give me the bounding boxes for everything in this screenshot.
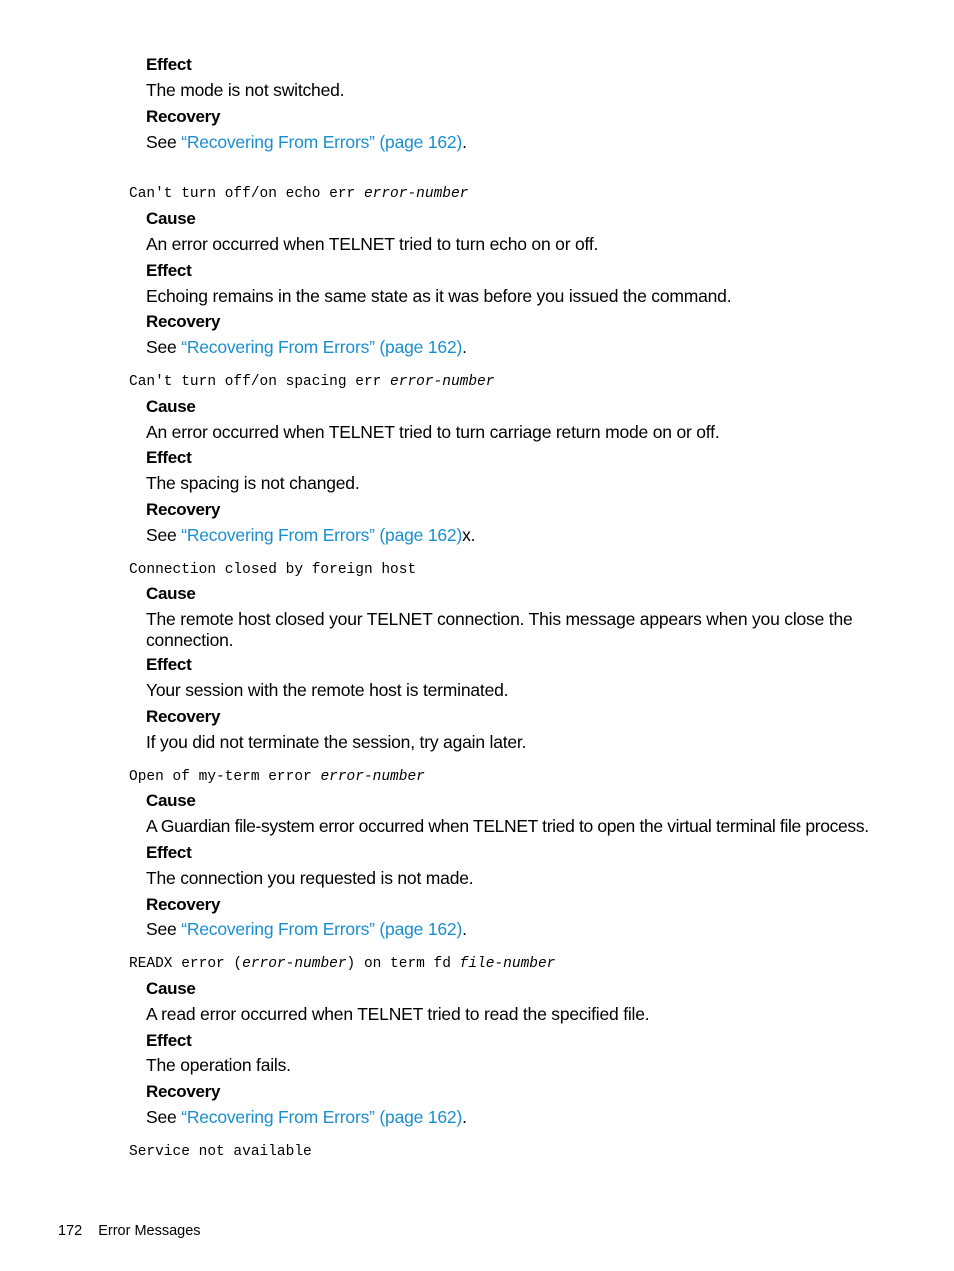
recovering-from-errors-link[interactable]: “Recovering From Errors” (page 162) [181,337,463,357]
effect-heading: Effect [146,1031,192,1050]
recovery-text [146,1107,876,1128]
message-code-text: Connection closed by foreign host [129,562,417,578]
message-code-text: Service not available [129,1144,312,1160]
see-label: See [146,919,182,939]
cause-text: A Guardian file-system error occurred when TELNET tried to open the virtual terminal file process. [146,816,869,836]
recovering-from-errors-link[interactable]: “Recovering From Errors” (page 162) [181,132,463,152]
message-code-variable: error-number [242,956,347,972]
message-code [129,561,416,579]
link-suffix: x. [462,525,476,545]
page-footer [58,1222,201,1240]
message-code-text: Open of my-term error [129,769,321,785]
recovery-text [146,525,876,546]
message-code-variable: error-number [320,769,425,785]
recovering-from-errors-link[interactable]: “Recovering From Errors” (page 162) [181,1107,463,1127]
link-suffix: . [462,919,467,939]
message-code-variable: error-number [390,374,495,390]
message-code [129,185,468,203]
recovery-heading: Recovery [146,107,221,126]
recovery-text [146,919,876,940]
cause-heading: Cause [146,791,196,810]
message-code [129,955,555,973]
recovery-text [146,337,876,358]
cause-heading: Cause [146,209,196,228]
cause-heading: Cause [146,979,196,998]
message-code-text: Can't turn off/on spacing err [129,374,391,390]
cause-heading: Cause [146,584,196,603]
recovery-text: If you did not terminate the session, try again later. [146,732,527,752]
section-title: Error Messages [98,1223,201,1239]
message-code-text: READX error ( [129,956,243,972]
recovery-heading: Recovery [146,1082,221,1101]
recovery-heading: Recovery [146,895,221,914]
cause-text: The remote host closed your TELNET connection. This message appears when you close the connection. [146,609,853,650]
recovery-heading: Recovery [146,312,221,331]
link-suffix: . [462,132,467,152]
message-code-text: ) on term fd [346,956,460,972]
see-label: See [146,337,182,357]
see-label: See [146,132,182,152]
message-code-variable: error-number [363,186,469,202]
see-label: See [146,1107,182,1127]
message-code [129,768,425,786]
message-code [129,1143,312,1161]
message-code-text: Can't turn off/on echo err [129,186,364,202]
link-suffix: . [462,1107,467,1127]
cause-heading: Cause [146,397,196,416]
cause-text: An error occurred when TELNET tried to turn echo on or off. [146,234,599,254]
message-code [129,373,494,391]
recovering-from-errors-link[interactable]: “Recovering From Errors” (page 162) [181,525,463,545]
effect-heading: Effect [146,261,192,280]
effect-heading: Effect [146,448,192,467]
effect-text: The mode is not switched. [146,80,345,100]
recovery-heading: Recovery [146,500,221,519]
page-number: 172 [58,1223,83,1239]
effect-text: The connection you requested is not made. [146,868,474,888]
effect-text: Your session with the remote host is terminated. [146,680,509,700]
recovering-from-errors-link[interactable]: “Recovering From Errors” (page 162) [181,919,463,939]
link-suffix: . [462,337,467,357]
effect-heading: Effect [146,55,192,74]
effect-text: The operation fails. [146,1055,291,1075]
recovery-text [146,132,876,153]
cause-text: An error occurred when TELNET tried to turn carriage return mode on or off. [146,422,720,442]
cause-text: A read error occurred when TELNET tried to read the specified file. [146,1004,650,1024]
effect-heading: Effect [146,843,192,862]
recovery-heading: Recovery [146,707,221,726]
effect-heading: Effect [146,655,192,674]
see-label: See [146,525,182,545]
effect-text: Echoing remains in the same state as it was before you issued the command. [146,286,732,306]
message-code-variable: file-number [459,956,556,972]
effect-text: The spacing is not changed. [146,473,360,493]
